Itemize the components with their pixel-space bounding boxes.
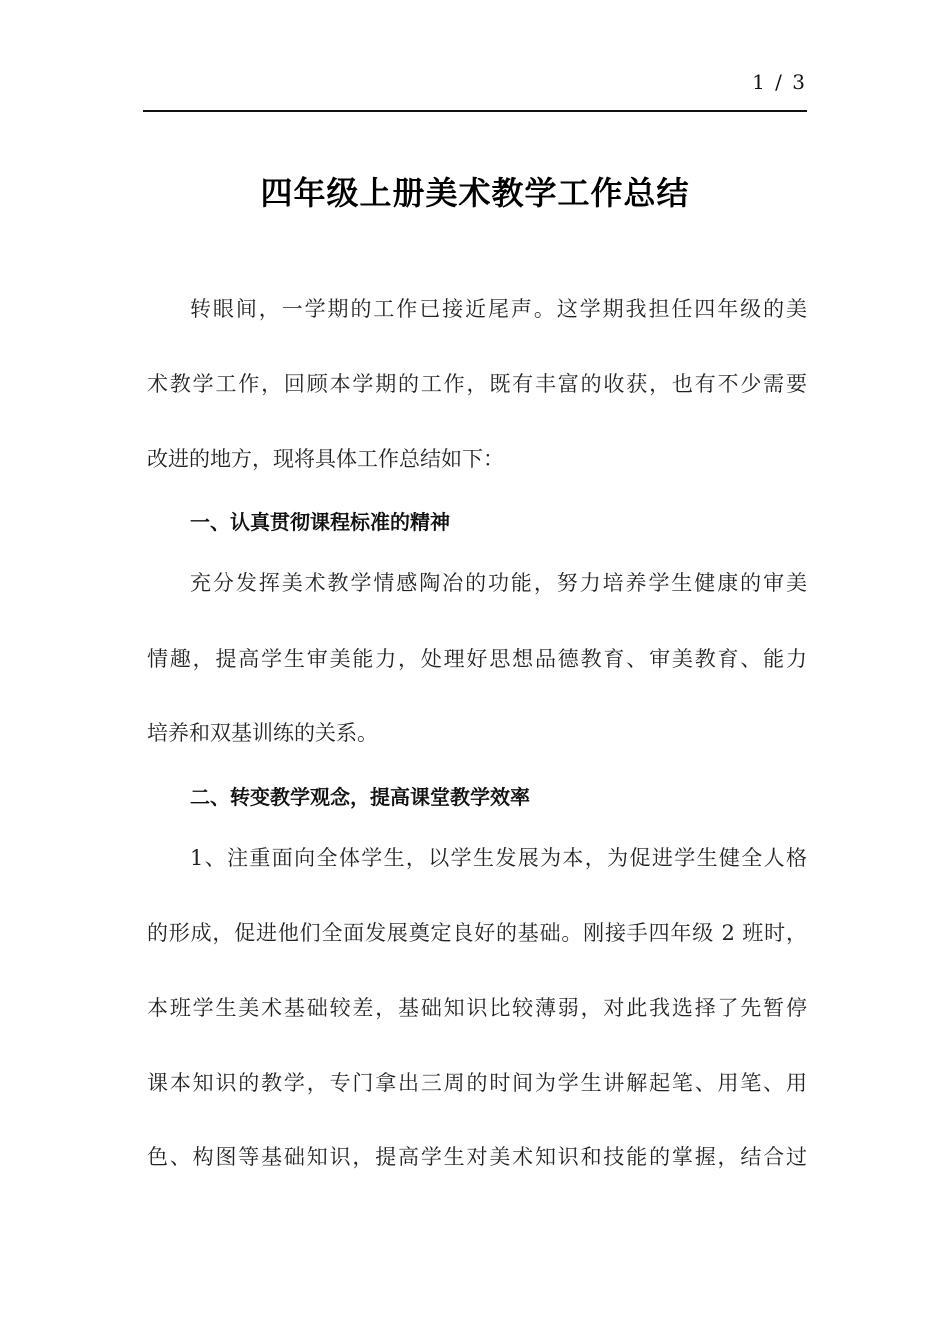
paragraph-line: 情趣，提高学生审美能力，处理好思想品德教育、审美教育、能力 xyxy=(147,647,807,671)
paragraph-line: 本班学生美术基础较差，基础知识比较薄弱，对此我选择了先暂停 xyxy=(147,996,807,1020)
section-heading: 一、认真贯彻课程标准的精神 xyxy=(190,510,450,534)
paragraph-line: 术教学工作，回顾本学期的工作，既有丰富的收获，也有不少需要 xyxy=(147,372,807,396)
paragraph-line: 改进的地方，现将具体工作总结如下： xyxy=(147,447,504,471)
document-title: 四年级上册美术教学工作总结 xyxy=(260,174,690,212)
section-heading: 二、转变教学观念，提高课堂教学效率 xyxy=(190,785,530,809)
paragraph-line: 转眼间，一学期的工作已接近尾声。这学期我担任四年级的美 xyxy=(190,297,807,321)
paragraph-line: 色、构图等基础知识，提高学生对美术知识和技能的掌握，结合过 xyxy=(147,1145,807,1169)
page-number: 1 / 3 xyxy=(752,70,807,94)
paragraph-line: 充分发挥美术教学情感陶冶的功能，努力培养学生健康的审美 xyxy=(190,571,807,595)
paragraph-line: 课本知识的教学，专门拿出三周的时间为学生讲解起笔、用笔、用 xyxy=(147,1071,807,1095)
paragraph-line: 的形成，促进他们全面发展奠定良好的基础。刚接手四年级 2 班时， xyxy=(147,921,807,945)
header-rule xyxy=(143,110,807,112)
paragraph-line: 培养和双基训练的关系。 xyxy=(147,721,378,745)
paragraph-line: 1、注重面向全体学生，以学生发展为本，为促进学生健全人格 xyxy=(190,846,807,870)
